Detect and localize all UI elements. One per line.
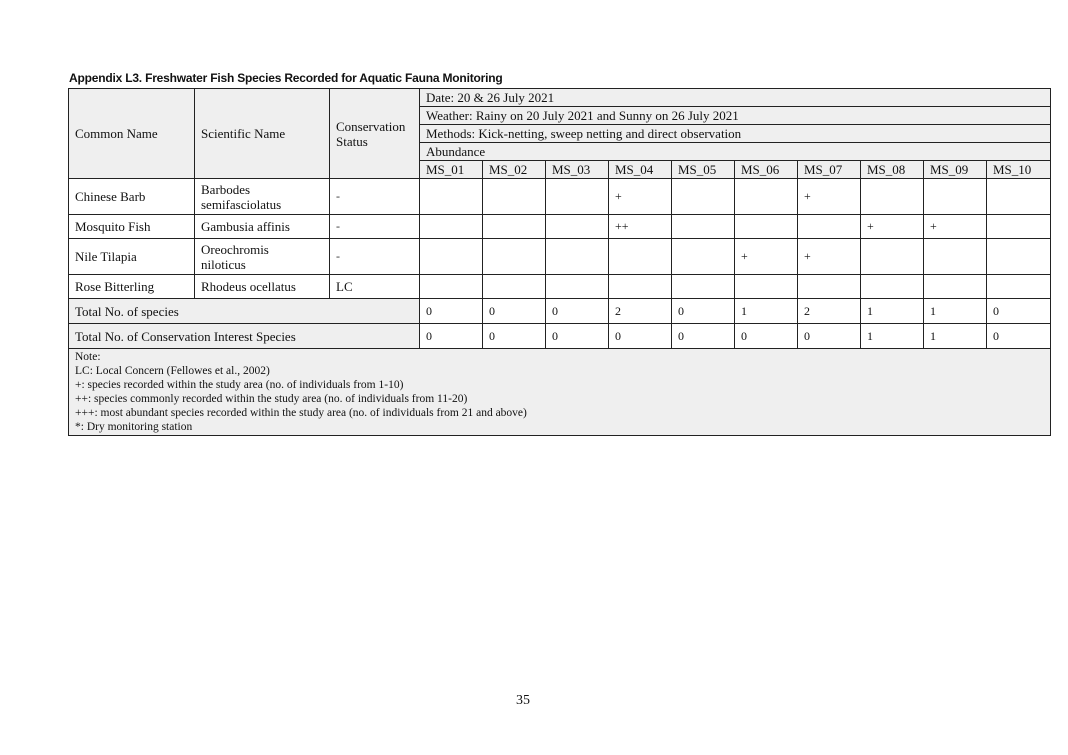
note-line: LC: Local Concern (Fellowes et al., 2002) bbox=[75, 365, 270, 377]
abundance-cell bbox=[861, 179, 924, 215]
station-header: MS_03 bbox=[546, 161, 609, 179]
abundance-cell bbox=[546, 179, 609, 215]
abundance-cell: + bbox=[609, 179, 672, 215]
species-conservation-status: LC bbox=[330, 275, 420, 299]
abundance-cell: + bbox=[798, 179, 861, 215]
total-value: 0 bbox=[609, 324, 672, 349]
total-value: 0 bbox=[546, 299, 609, 324]
scientific-name-line: Barbodes bbox=[201, 181, 251, 197]
total-label: Total No. of Conservation Interest Species bbox=[69, 324, 420, 349]
header-abundance: Abundance bbox=[420, 143, 1051, 161]
total-value: 0 bbox=[483, 299, 546, 324]
total-value: 1 bbox=[861, 299, 924, 324]
total-value: 0 bbox=[420, 324, 483, 349]
species-row bbox=[69, 179, 1051, 215]
total-label: Total No. of species bbox=[69, 299, 420, 324]
note-line: +: species recorded within the study area (no. of individuals from 1-10) bbox=[75, 379, 404, 391]
station-header: MS_10 bbox=[987, 161, 1051, 179]
scientific-name-line: semifasciolatus bbox=[201, 196, 282, 212]
total-value: 0 bbox=[798, 324, 861, 349]
total-value: 2 bbox=[609, 299, 672, 324]
abundance-cell bbox=[609, 275, 672, 299]
abundance-cell: + bbox=[735, 239, 798, 275]
header-methods: Methods: Kick-netting, sweep netting and direct observation bbox=[420, 125, 1051, 143]
abundance-cell bbox=[483, 275, 546, 299]
species-conservation-status: - bbox=[330, 215, 420, 239]
note-line: Note: bbox=[75, 351, 101, 363]
species-scientific-name bbox=[195, 239, 330, 275]
header-common-name: Common Name bbox=[69, 89, 195, 179]
abundance-cell bbox=[735, 179, 798, 215]
species-conservation-status: - bbox=[330, 179, 420, 215]
abundance-cell bbox=[483, 239, 546, 275]
species-common-name: Chinese Barb bbox=[69, 179, 195, 215]
abundance-cell bbox=[483, 179, 546, 215]
abundance-cell bbox=[420, 239, 483, 275]
abundance-cell bbox=[672, 239, 735, 275]
abundance-cell bbox=[798, 215, 861, 239]
total-value: 1 bbox=[861, 324, 924, 349]
abundance-cell bbox=[420, 215, 483, 239]
species-scientific-name bbox=[195, 275, 330, 299]
abundance-cell bbox=[861, 275, 924, 299]
abundance-cell bbox=[987, 179, 1051, 215]
abundance-cell bbox=[735, 275, 798, 299]
table-caption: Appendix L3. Freshwater Fish Species Recorded for Aquatic Fauna Monitoring bbox=[69, 71, 503, 85]
station-header: MS_07 bbox=[798, 161, 861, 179]
total-row bbox=[69, 299, 1051, 324]
abundance-cell bbox=[420, 179, 483, 215]
species-scientific-name bbox=[195, 179, 330, 215]
scientific-name-line: Gambusia affinis bbox=[201, 219, 290, 234]
total-value: 0 bbox=[987, 324, 1051, 349]
total-value: 0 bbox=[672, 324, 735, 349]
header-scientific-name: Scientific Name bbox=[195, 89, 330, 179]
abundance-cell bbox=[924, 179, 987, 215]
abundance-cell bbox=[987, 215, 1051, 239]
page-number: 35 bbox=[516, 693, 530, 708]
species-row bbox=[69, 275, 1051, 299]
notes-cell bbox=[69, 349, 1051, 436]
station-header: MS_04 bbox=[609, 161, 672, 179]
scientific-name-line: niloticus bbox=[201, 256, 246, 272]
species-common-name: Mosquito Fish bbox=[69, 215, 195, 239]
abundance-cell bbox=[924, 239, 987, 275]
scientific-name-line: Rhodeus ocellatus bbox=[201, 279, 296, 294]
species-common-name: Rose Bitterling bbox=[69, 275, 195, 299]
abundance-cell: + bbox=[924, 215, 987, 239]
abundance-cell bbox=[483, 215, 546, 239]
station-header: MS_06 bbox=[735, 161, 798, 179]
total-value: 2 bbox=[798, 299, 861, 324]
species-row bbox=[69, 239, 1051, 275]
station-header: MS_08 bbox=[861, 161, 924, 179]
abundance-cell bbox=[735, 215, 798, 239]
header-conservation-status: Conservation Status bbox=[330, 89, 420, 179]
station-header: MS_05 bbox=[672, 161, 735, 179]
header-date: Date: 20 & 26 July 2021 bbox=[420, 89, 1051, 107]
abundance-cell: ++ bbox=[609, 215, 672, 239]
total-value: 0 bbox=[672, 299, 735, 324]
abundance-cell bbox=[861, 239, 924, 275]
abundance-cell bbox=[420, 275, 483, 299]
species-conservation-status: - bbox=[330, 239, 420, 275]
station-header: MS_09 bbox=[924, 161, 987, 179]
station-header: MS_01 bbox=[420, 161, 483, 179]
abundance-cell bbox=[672, 215, 735, 239]
total-value: 1 bbox=[924, 324, 987, 349]
species-common-name: Nile Tilapia bbox=[69, 239, 195, 275]
fish-species-table bbox=[68, 88, 1051, 436]
abundance-cell bbox=[609, 239, 672, 275]
note-line: *: Dry monitoring station bbox=[75, 421, 193, 433]
total-row bbox=[69, 324, 1051, 349]
abundance-cell bbox=[987, 239, 1051, 275]
total-value: 1 bbox=[735, 299, 798, 324]
total-value: 0 bbox=[987, 299, 1051, 324]
abundance-cell bbox=[924, 275, 987, 299]
abundance-cell bbox=[672, 179, 735, 215]
abundance-cell bbox=[546, 239, 609, 275]
total-value: 0 bbox=[420, 299, 483, 324]
abundance-cell: + bbox=[861, 215, 924, 239]
abundance-cell bbox=[987, 275, 1051, 299]
abundance-cell bbox=[798, 275, 861, 299]
header-weather: Weather: Rainy on 20 July 2021 and Sunny on 26 July 2021 bbox=[420, 107, 1051, 125]
note-line: ++: species commonly recorded within the study area (no. of individuals from 11-20) bbox=[75, 393, 468, 405]
total-value: 1 bbox=[924, 299, 987, 324]
notes-row bbox=[69, 349, 1051, 436]
total-value: 0 bbox=[735, 324, 798, 349]
species-row bbox=[69, 215, 1051, 239]
scientific-name-line: Oreochromis bbox=[201, 241, 269, 257]
abundance-cell: + bbox=[798, 239, 861, 275]
abundance-cell bbox=[672, 275, 735, 299]
abundance-cell bbox=[546, 215, 609, 239]
abundance-cell bbox=[546, 275, 609, 299]
note-line: +++: most abundant species recorded within the study area (no. of individuals from 21 and above) bbox=[75, 407, 527, 419]
station-header: MS_02 bbox=[483, 161, 546, 179]
total-value: 0 bbox=[483, 324, 546, 349]
species-scientific-name bbox=[195, 215, 330, 239]
total-value: 0 bbox=[546, 324, 609, 349]
